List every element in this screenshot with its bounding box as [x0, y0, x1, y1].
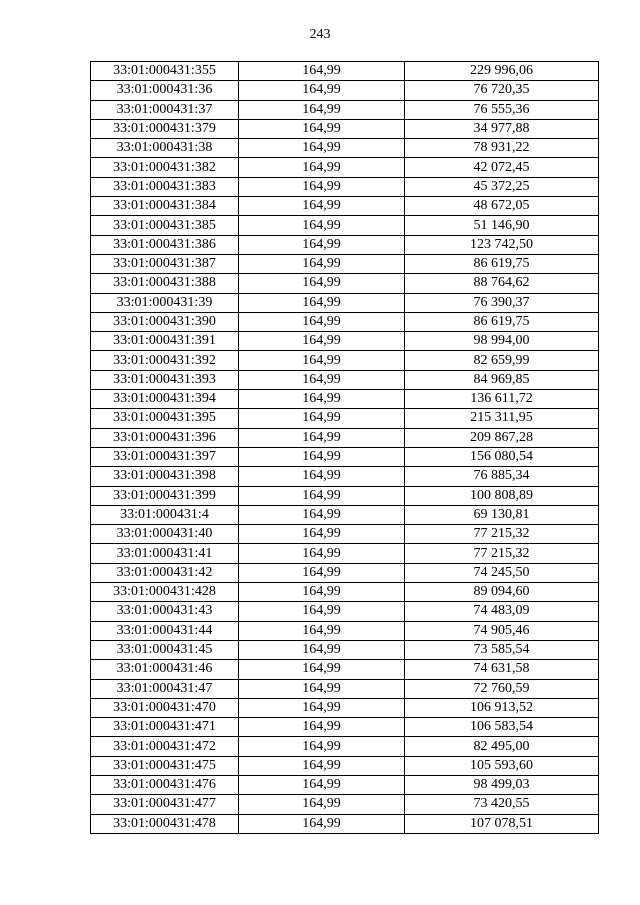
rate-cell: 164,99	[239, 756, 405, 775]
cadastral-number-cell: 33:01:000431:385	[91, 216, 239, 235]
cadastral-number-cell: 33:01:000431:45	[91, 640, 239, 659]
rate-cell: 164,99	[239, 467, 405, 486]
rate-cell: 164,99	[239, 602, 405, 621]
cadastral-number-cell: 33:01:000431:472	[91, 737, 239, 756]
value-cell: 88 764,62	[405, 274, 599, 293]
cadastral-number-cell: 33:01:000431:477	[91, 795, 239, 814]
value-cell: 76 885,34	[405, 467, 599, 486]
rate-cell: 164,99	[239, 197, 405, 216]
table-row	[91, 274, 599, 293]
value-cell: 51 146,90	[405, 216, 599, 235]
value-cell: 215 311,95	[405, 409, 599, 428]
cadastral-number-cell: 33:01:000431:44	[91, 621, 239, 640]
cadastral-number-cell: 33:01:000431:398	[91, 467, 239, 486]
rate-cell: 164,99	[239, 428, 405, 447]
rate-cell: 164,99	[239, 139, 405, 158]
rate-cell: 164,99	[239, 525, 405, 544]
rate-cell: 164,99	[239, 293, 405, 312]
value-cell: 76 390,37	[405, 293, 599, 312]
table-row	[91, 197, 599, 216]
table-row	[91, 62, 599, 81]
table-row	[91, 467, 599, 486]
rate-cell: 164,99	[239, 775, 405, 794]
table-row	[91, 737, 599, 756]
cadastral-number-cell: 33:01:000431:475	[91, 756, 239, 775]
cadastral-number-cell: 33:01:000431:476	[91, 775, 239, 794]
value-cell: 45 372,25	[405, 177, 599, 196]
table-row	[91, 216, 599, 235]
value-cell: 105 593,60	[405, 756, 599, 775]
table-row	[91, 563, 599, 582]
value-cell: 106 583,54	[405, 718, 599, 737]
cadastral-number-cell: 33:01:000431:394	[91, 390, 239, 409]
table-row	[91, 602, 599, 621]
value-cell: 98 499,03	[405, 775, 599, 794]
table-row	[91, 177, 599, 196]
rate-cell: 164,99	[239, 158, 405, 177]
rate-cell: 164,99	[239, 312, 405, 331]
cadastral-number-cell: 33:01:000431:391	[91, 332, 239, 351]
rate-cell: 164,99	[239, 486, 405, 505]
rate-cell: 164,99	[239, 679, 405, 698]
value-cell: 136 611,72	[405, 390, 599, 409]
rate-cell: 164,99	[239, 274, 405, 293]
cadastral-number-cell: 33:01:000431:384	[91, 197, 239, 216]
value-cell: 78 931,22	[405, 139, 599, 158]
value-cell: 123 742,50	[405, 235, 599, 254]
rate-cell: 164,99	[239, 332, 405, 351]
value-cell: 72 760,59	[405, 679, 599, 698]
cadastral-number-cell: 33:01:000431:395	[91, 409, 239, 428]
rate-cell: 164,99	[239, 718, 405, 737]
table-row	[91, 409, 599, 428]
value-cell: 86 619,75	[405, 254, 599, 273]
cadastral-number-cell: 33:01:000431:379	[91, 119, 239, 138]
cadastral-number-cell: 33:01:000431:392	[91, 351, 239, 370]
rate-cell: 164,99	[239, 254, 405, 273]
table-row	[91, 351, 599, 370]
cadastral-number-cell: 33:01:000431:41	[91, 544, 239, 563]
value-cell: 82 495,00	[405, 737, 599, 756]
cadastral-number-cell: 33:01:000431:396	[91, 428, 239, 447]
value-cell: 106 913,52	[405, 698, 599, 717]
cadastral-number-cell: 33:01:000431:390	[91, 312, 239, 331]
value-cell: 74 483,09	[405, 602, 599, 621]
rate-cell: 164,99	[239, 660, 405, 679]
value-cell: 86 619,75	[405, 312, 599, 331]
value-cell: 48 672,05	[405, 197, 599, 216]
cadastral-number-cell: 33:01:000431:471	[91, 718, 239, 737]
table-row	[91, 332, 599, 351]
value-cell: 84 969,85	[405, 370, 599, 389]
table-row	[91, 100, 599, 119]
table-row	[91, 640, 599, 659]
table-row	[91, 254, 599, 273]
table-row	[91, 428, 599, 447]
value-cell: 69 130,81	[405, 505, 599, 524]
cadastral-number-cell: 33:01:000431:38	[91, 139, 239, 158]
table-row	[91, 795, 599, 814]
rate-cell: 164,99	[239, 505, 405, 524]
cadastral-number-cell: 33:01:000431:4	[91, 505, 239, 524]
table-row	[91, 139, 599, 158]
rate-cell: 164,99	[239, 351, 405, 370]
table-row	[91, 775, 599, 794]
value-cell: 82 659,99	[405, 351, 599, 370]
rate-cell: 164,99	[239, 447, 405, 466]
table-row	[91, 679, 599, 698]
cadastral-number-cell: 33:01:000431:388	[91, 274, 239, 293]
value-cell: 74 905,46	[405, 621, 599, 640]
value-cell: 229 996,06	[405, 62, 599, 81]
cadastral-number-cell: 33:01:000431:428	[91, 583, 239, 602]
value-cell: 73 420,55	[405, 795, 599, 814]
rate-cell: 164,99	[239, 583, 405, 602]
rate-cell: 164,99	[239, 62, 405, 81]
value-cell: 76 720,35	[405, 81, 599, 100]
rate-cell: 164,99	[239, 737, 405, 756]
table-row	[91, 583, 599, 602]
cadastral-number-cell: 33:01:000431:46	[91, 660, 239, 679]
table-row	[91, 698, 599, 717]
page-number: 243	[309, 27, 331, 42]
cadastral-number-cell: 33:01:000431:383	[91, 177, 239, 196]
table-row	[91, 370, 599, 389]
value-cell: 74 631,58	[405, 660, 599, 679]
cadastral-table	[90, 61, 599, 834]
table-body	[91, 62, 599, 834]
cadastral-number-cell: 33:01:000431:36	[91, 81, 239, 100]
value-cell: 73 585,54	[405, 640, 599, 659]
rate-cell: 164,99	[239, 795, 405, 814]
cadastral-number-cell: 33:01:000431:40	[91, 525, 239, 544]
rate-cell: 164,99	[239, 621, 405, 640]
value-cell: 89 094,60	[405, 583, 599, 602]
cadastral-number-cell: 33:01:000431:399	[91, 486, 239, 505]
rate-cell: 164,99	[239, 563, 405, 582]
table-row	[91, 312, 599, 331]
cadastral-number-cell: 33:01:000431:386	[91, 235, 239, 254]
value-cell: 74 245,50	[405, 563, 599, 582]
cadastral-number-cell: 33:01:000431:387	[91, 254, 239, 273]
rate-cell: 164,99	[239, 640, 405, 659]
cadastral-number-cell: 33:01:000431:355	[91, 62, 239, 81]
value-cell: 77 215,32	[405, 525, 599, 544]
cadastral-number-cell: 33:01:000431:39	[91, 293, 239, 312]
cadastral-number-cell: 33:01:000431:478	[91, 814, 239, 833]
rate-cell: 164,99	[239, 370, 405, 389]
table-row	[91, 293, 599, 312]
table-row	[91, 718, 599, 737]
rate-cell: 164,99	[239, 814, 405, 833]
value-cell: 34 977,88	[405, 119, 599, 138]
cadastral-number-cell: 33:01:000431:42	[91, 563, 239, 582]
rate-cell: 164,99	[239, 177, 405, 196]
table-row	[91, 660, 599, 679]
table-row	[91, 544, 599, 563]
cadastral-number-cell: 33:01:000431:470	[91, 698, 239, 717]
value-cell: 100 808,89	[405, 486, 599, 505]
rate-cell: 164,99	[239, 544, 405, 563]
table-row	[91, 621, 599, 640]
table-row	[91, 447, 599, 466]
table-row	[91, 486, 599, 505]
rate-cell: 164,99	[239, 390, 405, 409]
cadastral-number-cell: 33:01:000431:382	[91, 158, 239, 177]
cadastral-number-cell: 33:01:000431:397	[91, 447, 239, 466]
table-row	[91, 158, 599, 177]
table-row	[91, 81, 599, 100]
value-cell: 98 994,00	[405, 332, 599, 351]
rate-cell: 164,99	[239, 81, 405, 100]
rate-cell: 164,99	[239, 409, 405, 428]
value-cell: 209 867,28	[405, 428, 599, 447]
cadastral-number-cell: 33:01:000431:37	[91, 100, 239, 119]
table-row	[91, 756, 599, 775]
table-row	[91, 525, 599, 544]
value-cell: 107 078,51	[405, 814, 599, 833]
cadastral-number-cell: 33:01:000431:47	[91, 679, 239, 698]
value-cell: 77 215,32	[405, 544, 599, 563]
table-row	[91, 235, 599, 254]
rate-cell: 164,99	[239, 235, 405, 254]
table-row	[91, 119, 599, 138]
rate-cell: 164,99	[239, 100, 405, 119]
value-cell: 42 072,45	[405, 158, 599, 177]
table-row	[91, 390, 599, 409]
rate-cell: 164,99	[239, 698, 405, 717]
rate-cell: 164,99	[239, 216, 405, 235]
cadastral-number-cell: 33:01:000431:393	[91, 370, 239, 389]
rate-cell: 164,99	[239, 119, 405, 138]
value-cell: 76 555,36	[405, 100, 599, 119]
cadastral-number-cell: 33:01:000431:43	[91, 602, 239, 621]
table-row	[91, 505, 599, 524]
value-cell: 156 080,54	[405, 447, 599, 466]
table-row	[91, 814, 599, 833]
